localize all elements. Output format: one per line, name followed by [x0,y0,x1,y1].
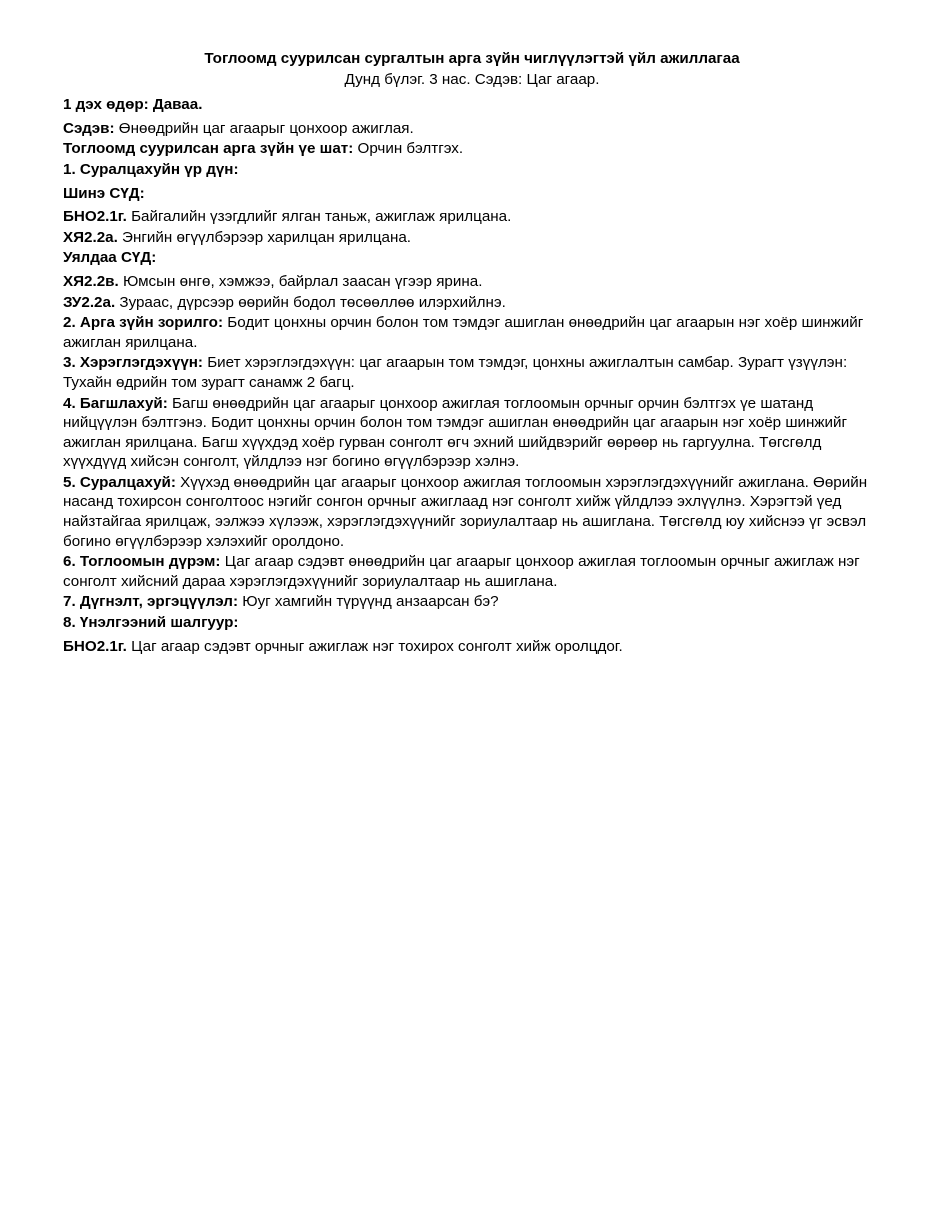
section-assessment [63,613,875,633]
line-label: БНО2.1г. [63,637,127,655]
line-label: 1. Суралцахуйн үр дүн: [63,160,239,178]
line-text: Энгийн өгүүлбэрээр харилцан ярилцана. [117,228,412,246]
line-label: 7. Дүгнэлт, эргэцүүлэл: [63,593,239,611]
document-subtitle: Дунд бүлэг. 3 нас. Сэдэв: Цаг агаар. [344,70,600,88]
document-page [63,49,875,657]
section-reflection [63,592,875,612]
line-label: ХЯ2.2а. [63,228,118,246]
line-label: Уялдаа СҮД: [63,249,157,267]
line-label: Сэдэв: [63,119,115,137]
line-text: Биет хэрэглэгдэхүүн: цаг агаарын том тэмдэг, цонхны ажиглалтын самбар. Зурагт үзүүлэн: Тухайн өдрийн том зурагт санамж 2 багц. [63,354,848,391]
line-label: Тоглоомд суурилсан арга зүйн үе шат: [63,140,354,158]
section-game-rules [63,552,875,591]
line-label: 1 дэх өдөр: Даваа. [63,96,203,114]
section-materials [63,353,875,392]
line-text: Байгалийн үзэгдлийг ялган таньж, ажиглаж ярилцана. [126,208,512,226]
section-teaching [63,394,875,472]
section-method-goal [63,313,875,352]
section-learning-outcomes [63,160,875,180]
line-label: 6. Тоглоомын дүрэм: [63,553,221,571]
line-text: Хүүхэд өнөөдрийн цаг агаарыг цонхоор ажиглая тоглоомын хэрэглэгдэхүүнийг ажиглана. Өөрийн насанд тохирсон сонголтоос нэгийг сонгон орчныг ажиглаад нэг сонголт хийж үйлдлээ эхлүүлнэ. Хэрэгтэй үед найзтайгаа ярилцаж, ээлжээ хүлээж, хэрэглэгдэхүүнийг зориулалтаар нь ашиглана. Төгсгөлд юу хийснээ үг эсвэл богино өгүүлбэрээр хэлэхийг оролдоно. [63,473,868,550]
line-label: 4. Багшлахуй: [63,394,168,412]
linked-outcomes-heading [63,248,875,268]
outcome-item [63,272,875,292]
line-text: Зураас, дүрсээр өөрийн бодол төсөөллөө илэрхийлнэ. [115,293,506,311]
line-text: Юмсын өнгө, хэмжээ, байрлал заасан үгээр ярина. [118,272,483,290]
line-text: Цаг агаар сэдэвт өнөөдрийн цаг агаарыг цонхоор ажиглая тоглоомын орчныг ажиглаж нэг сонголт хийсний дараа хэрэглэгдэхүүнийг зориулалтаар нь ашиглана. [63,553,860,590]
line-text: Бодит цонхны орчин болон том тэмдэг ашиглан өнөөдрийн цаг агаарын нэг хоёр шинжийг ажиглан ярилцана. [63,314,864,351]
line-text: Өнөөдрийн цаг агаарыг цонхоор ажиглая. [114,119,414,137]
line-label: ЗУ2.2а. [63,293,116,311]
line-label: 2. Арга зүйн зорилго: [63,314,224,332]
section-learning [63,473,875,551]
line-label: БНО2.1г. [63,208,127,226]
line-label: Шинэ СҮД: [63,184,145,202]
outcome-item [63,228,875,248]
line-text: Юуг хамгийн түрүүнд анзаарсан бэ? [238,593,499,611]
outcome-item [63,293,875,313]
document-title: Тоглоомд суурилсан сургалтын арга зүйн чиглүүлэгтэй үйл ажиллагаа [204,50,740,67]
new-outcomes-heading [63,184,875,204]
assessment-item [63,637,875,657]
outcome-item [63,207,875,227]
line-text: Орчин бэлтгэх. [353,140,464,158]
line-label: 5. Суралцахуй: [63,473,176,491]
line-text: Багш өнөөдрийн цаг агаарыг цонхоор ажиглая тоглоомын орчныг орчин бэлтгэх үе шатанд нийцүүлэн бэлтгэнэ. Бодит цонхны орчин болон том тэмдэг ашиглан өнөөдрийн цаг агаарын нэг хоёр шинжийг ажиглан ярилцана. Багш хүүхдэд хоёр гурван сонголт өгч эхний шийдвэрийг өөрөөр нь гаргуулна. Төгсгөлд хүүхдүүд хийсэн сонголт, үйлдлээ нэг богино өгүүлбэрээр хэлнэ. [63,394,848,471]
line-label: 3. Хэрэглэгдэхүүн: [63,354,203,372]
line-label: 8. Үнэлгээний шалгуур: [63,614,239,632]
topic-line [63,119,875,139]
line-text: Цаг агаар сэдэвт орчныг ажиглаж нэг тохирох сонголт хийж оролцдог. [126,637,623,655]
day-heading [63,95,875,115]
method-stage-line [63,139,875,159]
line-label: ХЯ2.2в. [63,272,119,290]
